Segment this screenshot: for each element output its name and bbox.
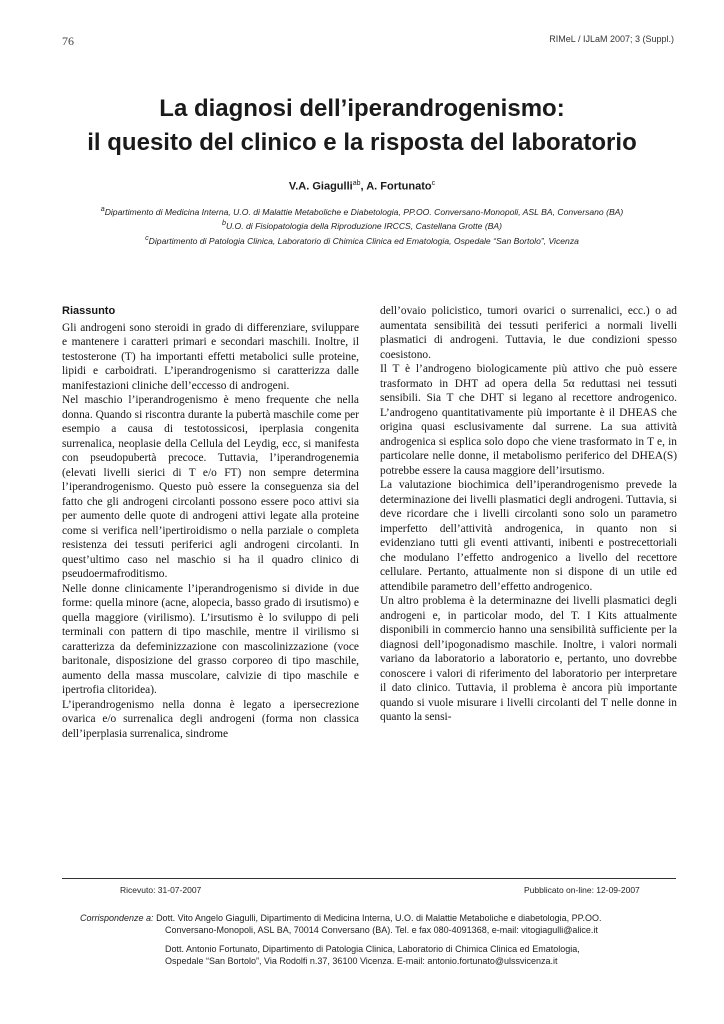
journal-reference: RIMeL / IJLaM 2007; 3 (Suppl.) bbox=[549, 34, 674, 44]
author-separator: , bbox=[360, 180, 367, 193]
affiliations bbox=[40, 204, 684, 247]
abstract-column-right bbox=[380, 304, 677, 725]
abstract-paragraph: Un altro problema è la determinazne dei livelli plasmatici degli androgeni e, in particolar modo, del T. I Kits attualmente disponibili in commercio hanno una sensibilità sufficiente per la diagnosi dell’ipogonadismo maschile. Inoltre, i valori normali variano da laboratorio a laboratorio e, pertanto, uno dovrebbe conoscere i valori di riferimento del laboratorio per interpretare il dato clinico. Tuttavia, il problema è ancora più importante quando si vuole misurare i livelli circolanti del T nelle donne in quanto la sensi- bbox=[380, 595, 677, 723]
author-1: V.A. Giagulli bbox=[288, 180, 353, 193]
author-1-affiliation-mark: ab bbox=[352, 180, 361, 187]
affiliation-b bbox=[40, 218, 684, 232]
abstract-paragraph: L’iperandrogenismo nella donna è legato a ipersecrezione ovarica e/o surrenalica degli androgeni (forma non classica dell’iperplasia surrenalica, sindrome bbox=[62, 698, 359, 740]
correspondence-author-2-line-1: Dott. Antonio Fortunato, Dipartimento di Patologia Clinica, Laboratorio di Chimica Clinica ed Ematologia, bbox=[165, 944, 580, 954]
affiliation-c bbox=[40, 233, 684, 247]
abstract-paragraph: Gli androgeni sono steroidi in grado di differenziare, sviluppare e mantenere i caratteri primari e secondari maschili. Inoltre, il testosterone (T) ha importanti effetti metabolici sulle proteine, lipidi e carboidrati. L’iperandrogenismo si caratterizza dalle manifestazioni cliniche dell’eccesso di androgeni. bbox=[62, 321, 359, 392]
abstract-paragraph: dell’ovaio policistico, tumori ovarici o surrenalici, ecc.) o ad aumentata sensibilità dei tessuti periferici a normali livelli plasmatici di androgeni. Tuttavia, le due condizioni spesso coesistono. bbox=[380, 305, 677, 361]
received-date: Ricevuto: 31-07-2007 bbox=[120, 885, 202, 895]
correspondence-block bbox=[80, 912, 700, 967]
author-2-affiliation-mark: c bbox=[431, 180, 436, 187]
article-title bbox=[0, 92, 724, 160]
affiliation-mark: c bbox=[145, 233, 149, 242]
abstract-paragraph: La valutazione biochimica dell’iperandrogenismo prevede la determinazione dei livelli plasmatici degli androgeni. Tuttavia, si deve ricordare che i livelli circolanti sono solo un parametro imperfetto dell’attività androgenica, in quanto non si evidenziano tutti gli eventi attivanti, inibenti e postrecettoriali che modulano l’effetto androgenico a livello del recettore cellulare. Pertanto, attualmente non si dispone di un utile ed attendibile parametro dell’effetto androgenico. bbox=[380, 479, 677, 593]
affiliation-mark: a bbox=[100, 205, 105, 213]
abstract-paragraph: Nel maschio l’iperandrogenismo è meno frequente che nella donna. Quando si riscontra durante la pubertà maschile come per esempio a causa di testotossicosi, iperplasia congenita surrenalica, neoplasie della Cellula del Leydig, ecc, si manifesta con pseudopubertà precoce. Tuttavia, l’iperandrogenemia (elevati livelli sierici di T e/o FT) non sempre determina l’iperandrogenismo. Questo può essere la conseguenza sia del fatto che gli androgeni circolanti possono essere poco attivi sia per aumento delle quote di androgeni attivi legate alla proteine come si verifica nell’ipertiroidismo o nella parziale o completa resistenza dei tessuti periferici agli androgeni circolanti. In quest’ultimo caso nel maschio si ha il quadro clinico di pseudoermafroditismo. bbox=[62, 394, 359, 580]
author-list bbox=[0, 180, 724, 193]
abstract-paragraph: Nelle donne clinicamente l’iperandrogenismo si divide in due forme: quella minore (acne, alopecia, basso grado di irsutismo) e quella maggiore (virilismo). L’irsutismo è lo sviluppo di peli terminali con pattern di tipo maschile, mentre il virilismo si caratterizza da defeminizzazione con mascolinizzazione (voce baritonale, disposizione del grasso corporeo di tipo maschile, aumento della massa muscolare, calvizie di tipo maschile e ipertrofia clitoridea). bbox=[62, 582, 359, 696]
affiliation-text: U.O. di Fisiopatologia della Riproduzione IRCCS, Castellana Grotte (BA) bbox=[225, 221, 503, 232]
title-line-1: La diagnosi dell’iperandrogenismo: bbox=[159, 95, 565, 122]
published-date: Pubblicato on-line: 12-09-2007 bbox=[524, 885, 640, 895]
correspondence-author-2-line-2: Ospedale “San Bortolo”, Via Rodolfi n.37, 36100 Vicenza. E-mail: antonio.fortunato@ulssvicenza.it bbox=[165, 956, 558, 966]
affiliation-mark: b bbox=[221, 219, 226, 228]
abstract-column-left bbox=[62, 304, 359, 741]
abstract-paragraph: Il T è l’androgeno biologicamente più attivo che può essere trasformato in DHT ad opera della 5α reduttasi nei tessuti sensibili. Sia T che DHT si legano al recettore androgenico. L’androgeno quantitativamente più importante è il DHEAS che origina quasi esclusivamente dal surrene. La sua attività androgenica si esplica solo dopo che viene trasformato in T e, in particolare nelle donne, il metabolismo periferico del DHEA(S) potrebbe essere la causa maggiore dell’irsutismo. bbox=[380, 363, 677, 477]
correspondence-line bbox=[80, 912, 700, 924]
affiliation-text: Dipartimento di Patologia Clinica, Laboratorio di Chimica Clinica ed Ematologia, Ospedale “San Bortolo”, Vicenza bbox=[148, 235, 579, 246]
page-number: 76 bbox=[62, 34, 74, 48]
abstract-heading: Riassunto bbox=[62, 305, 116, 317]
footer-divider bbox=[62, 878, 676, 879]
author-2: A. Fortunato bbox=[366, 180, 432, 193]
correspondence-author-1-line-2: Conversano-Monopoli, ASL BA, 70014 Conversano (BA). Tel. e fax 080-4091368, e-mail: vitogiagulli@alice.it bbox=[165, 925, 598, 935]
affiliation-a bbox=[40, 204, 684, 218]
correspondence-label: Corrispondenze a: bbox=[80, 913, 154, 923]
title-line-2: il quesito del clinico e la risposta del laboratorio bbox=[87, 129, 637, 156]
affiliation-text: Dipartimento di Medicina Interna, U.O. di Malattie Metaboliche e Diabetologia, PP.OO. Conversano-Monopoli, ASL BA, Conversano (BA) bbox=[104, 206, 624, 217]
correspondence-author-1-line-1: Dott. Vito Angelo Giagulli, Dipartimento di Medicina Interna, U.O. di Malattie Metaboliche e diabetologia, PP.OO. bbox=[156, 913, 602, 923]
